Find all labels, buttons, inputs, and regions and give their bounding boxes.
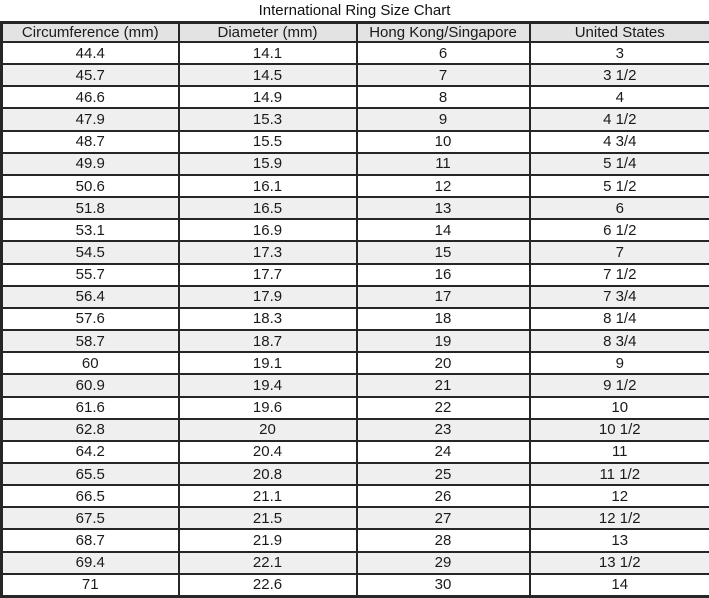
table-cell: 62.8 bbox=[2, 419, 179, 441]
table-cell: 71 bbox=[2, 574, 179, 597]
table-cell: 18.3 bbox=[179, 308, 357, 330]
table-cell: 22 bbox=[357, 397, 530, 419]
table-cell: 28 bbox=[357, 529, 530, 551]
table-cell: 14.1 bbox=[179, 42, 357, 64]
table-cell: 6 1/2 bbox=[530, 219, 709, 241]
table-cell: 6 bbox=[530, 197, 709, 219]
table-cell: 15.3 bbox=[179, 108, 357, 130]
table-cell: 57.6 bbox=[2, 308, 179, 330]
table-row bbox=[2, 330, 709, 352]
table-cell: 17.7 bbox=[179, 264, 357, 286]
table-cell: 44.4 bbox=[2, 42, 179, 64]
table-cell: 8 bbox=[357, 86, 530, 108]
table-cell: 3 1/2 bbox=[530, 64, 709, 86]
table-cell: 17.3 bbox=[179, 241, 357, 263]
table-cell: 47.9 bbox=[2, 108, 179, 130]
table-row bbox=[2, 197, 709, 219]
table-row bbox=[2, 463, 709, 485]
table-cell: 20.4 bbox=[179, 441, 357, 463]
column-header: Circumference (mm) bbox=[2, 23, 179, 43]
table-row bbox=[2, 441, 709, 463]
table-row bbox=[2, 64, 709, 86]
table-row bbox=[2, 419, 709, 441]
table-cell: 14 bbox=[530, 574, 709, 597]
table-cell: 45.7 bbox=[2, 64, 179, 86]
table-cell: 19 bbox=[357, 330, 530, 352]
table-cell: 24 bbox=[357, 441, 530, 463]
table-row bbox=[2, 153, 709, 175]
table-cell: 10 1/2 bbox=[530, 419, 709, 441]
table-cell: 21.5 bbox=[179, 507, 357, 529]
table-cell: 14 bbox=[357, 219, 530, 241]
table-cell: 11 bbox=[357, 153, 530, 175]
chart-title: International Ring Size Chart bbox=[258, 2, 451, 19]
table-cell: 16.1 bbox=[179, 175, 357, 197]
table-cell: 20.8 bbox=[179, 463, 357, 485]
table-cell: 29 bbox=[357, 552, 530, 574]
table-cell: 65.5 bbox=[2, 463, 179, 485]
table-cell: 12 bbox=[530, 485, 709, 507]
table-cell: 50.6 bbox=[2, 175, 179, 197]
table-cell: 55.7 bbox=[2, 264, 179, 286]
table-cell: 64.2 bbox=[2, 441, 179, 463]
table-row bbox=[2, 108, 709, 130]
table-row bbox=[2, 374, 709, 396]
table-cell: 13 bbox=[357, 197, 530, 219]
table-cell: 27 bbox=[357, 507, 530, 529]
table-cell: 18 bbox=[357, 308, 530, 330]
table-cell: 21.1 bbox=[179, 485, 357, 507]
table-cell: 60 bbox=[2, 352, 179, 374]
table-row bbox=[2, 485, 709, 507]
table-row bbox=[2, 131, 709, 153]
table-cell: 68.7 bbox=[2, 529, 179, 551]
table-cell: 11 1/2 bbox=[530, 463, 709, 485]
table-cell: 23 bbox=[357, 419, 530, 441]
table-row bbox=[2, 529, 709, 551]
table-cell: 15.5 bbox=[179, 131, 357, 153]
table-cell: 61.6 bbox=[2, 397, 179, 419]
table-cell: 67.5 bbox=[2, 507, 179, 529]
table-cell: 10 bbox=[530, 397, 709, 419]
table-row bbox=[2, 175, 709, 197]
table-cell: 7 3/4 bbox=[530, 286, 709, 308]
table-cell: 60.9 bbox=[2, 374, 179, 396]
table-cell: 58.7 bbox=[2, 330, 179, 352]
table-cell: 49.9 bbox=[2, 153, 179, 175]
table-cell: 6 bbox=[357, 42, 530, 64]
table-cell: 19.6 bbox=[179, 397, 357, 419]
column-header: United States bbox=[530, 23, 709, 43]
table-cell: 17.9 bbox=[179, 286, 357, 308]
table-cell: 56.4 bbox=[2, 286, 179, 308]
table-cell: 4 3/4 bbox=[530, 131, 709, 153]
table-cell: 14.9 bbox=[179, 86, 357, 108]
table-cell: 4 bbox=[530, 86, 709, 108]
table-cell: 21 bbox=[357, 374, 530, 396]
table-cell: 53.1 bbox=[2, 219, 179, 241]
table-cell: 9 bbox=[357, 108, 530, 130]
table-cell: 8 3/4 bbox=[530, 330, 709, 352]
table-row bbox=[2, 286, 709, 308]
table-cell: 13 bbox=[530, 529, 709, 551]
table-cell: 22.1 bbox=[179, 552, 357, 574]
table-row bbox=[2, 219, 709, 241]
table-cell: 12 1/2 bbox=[530, 507, 709, 529]
table-cell: 10 bbox=[357, 131, 530, 153]
table-cell: 9 bbox=[530, 352, 709, 374]
table-cell: 4 1/2 bbox=[530, 108, 709, 130]
table-cell: 9 1/2 bbox=[530, 374, 709, 396]
table-cell: 21.9 bbox=[179, 529, 357, 551]
table-cell: 11 bbox=[530, 441, 709, 463]
table-row bbox=[2, 241, 709, 263]
table-row bbox=[2, 308, 709, 330]
table-cell: 15 bbox=[357, 241, 530, 263]
table-cell: 14.5 bbox=[179, 64, 357, 86]
table-cell: 20 bbox=[357, 352, 530, 374]
table-row bbox=[2, 574, 709, 597]
table-cell: 16 bbox=[357, 264, 530, 286]
column-header: Diameter (mm) bbox=[179, 23, 357, 43]
table-cell: 12 bbox=[357, 175, 530, 197]
table-cell: 7 bbox=[530, 241, 709, 263]
table-cell: 8 1/4 bbox=[530, 308, 709, 330]
table-cell: 7 1/2 bbox=[530, 264, 709, 286]
table-row bbox=[2, 86, 709, 108]
table-cell: 54.5 bbox=[2, 241, 179, 263]
table-cell: 5 1/2 bbox=[530, 175, 709, 197]
table-cell: 15.9 bbox=[179, 153, 357, 175]
table-cell: 17 bbox=[357, 286, 530, 308]
table-cell: 5 1/4 bbox=[530, 153, 709, 175]
table-cell: 16.9 bbox=[179, 219, 357, 241]
table-cell: 26 bbox=[357, 485, 530, 507]
ring-size-table bbox=[0, 21, 709, 598]
table-cell: 13 1/2 bbox=[530, 552, 709, 574]
table-cell: 7 bbox=[357, 64, 530, 86]
table-cell: 3 bbox=[530, 42, 709, 64]
table-cell: 46.6 bbox=[2, 86, 179, 108]
table-cell: 25 bbox=[357, 463, 530, 485]
table-cell: 69.4 bbox=[2, 552, 179, 574]
table-cell: 48.7 bbox=[2, 131, 179, 153]
table-cell: 51.8 bbox=[2, 197, 179, 219]
table-cell: 19.4 bbox=[179, 374, 357, 396]
column-header: Hong Kong/Singapore bbox=[357, 23, 530, 43]
table-cell: 66.5 bbox=[2, 485, 179, 507]
header-row bbox=[2, 23, 709, 43]
table-row bbox=[2, 507, 709, 529]
table-cell: 18.7 bbox=[179, 330, 357, 352]
table-cell: 16.5 bbox=[179, 197, 357, 219]
table-row bbox=[2, 552, 709, 574]
table-row bbox=[2, 264, 709, 286]
table-cell: 19.1 bbox=[179, 352, 357, 374]
table-row bbox=[2, 352, 709, 374]
table-row bbox=[2, 42, 709, 64]
table-cell: 30 bbox=[357, 574, 530, 597]
table-row bbox=[2, 397, 709, 419]
table-cell: 20 bbox=[179, 419, 357, 441]
table-cell: 22.6 bbox=[179, 574, 357, 597]
